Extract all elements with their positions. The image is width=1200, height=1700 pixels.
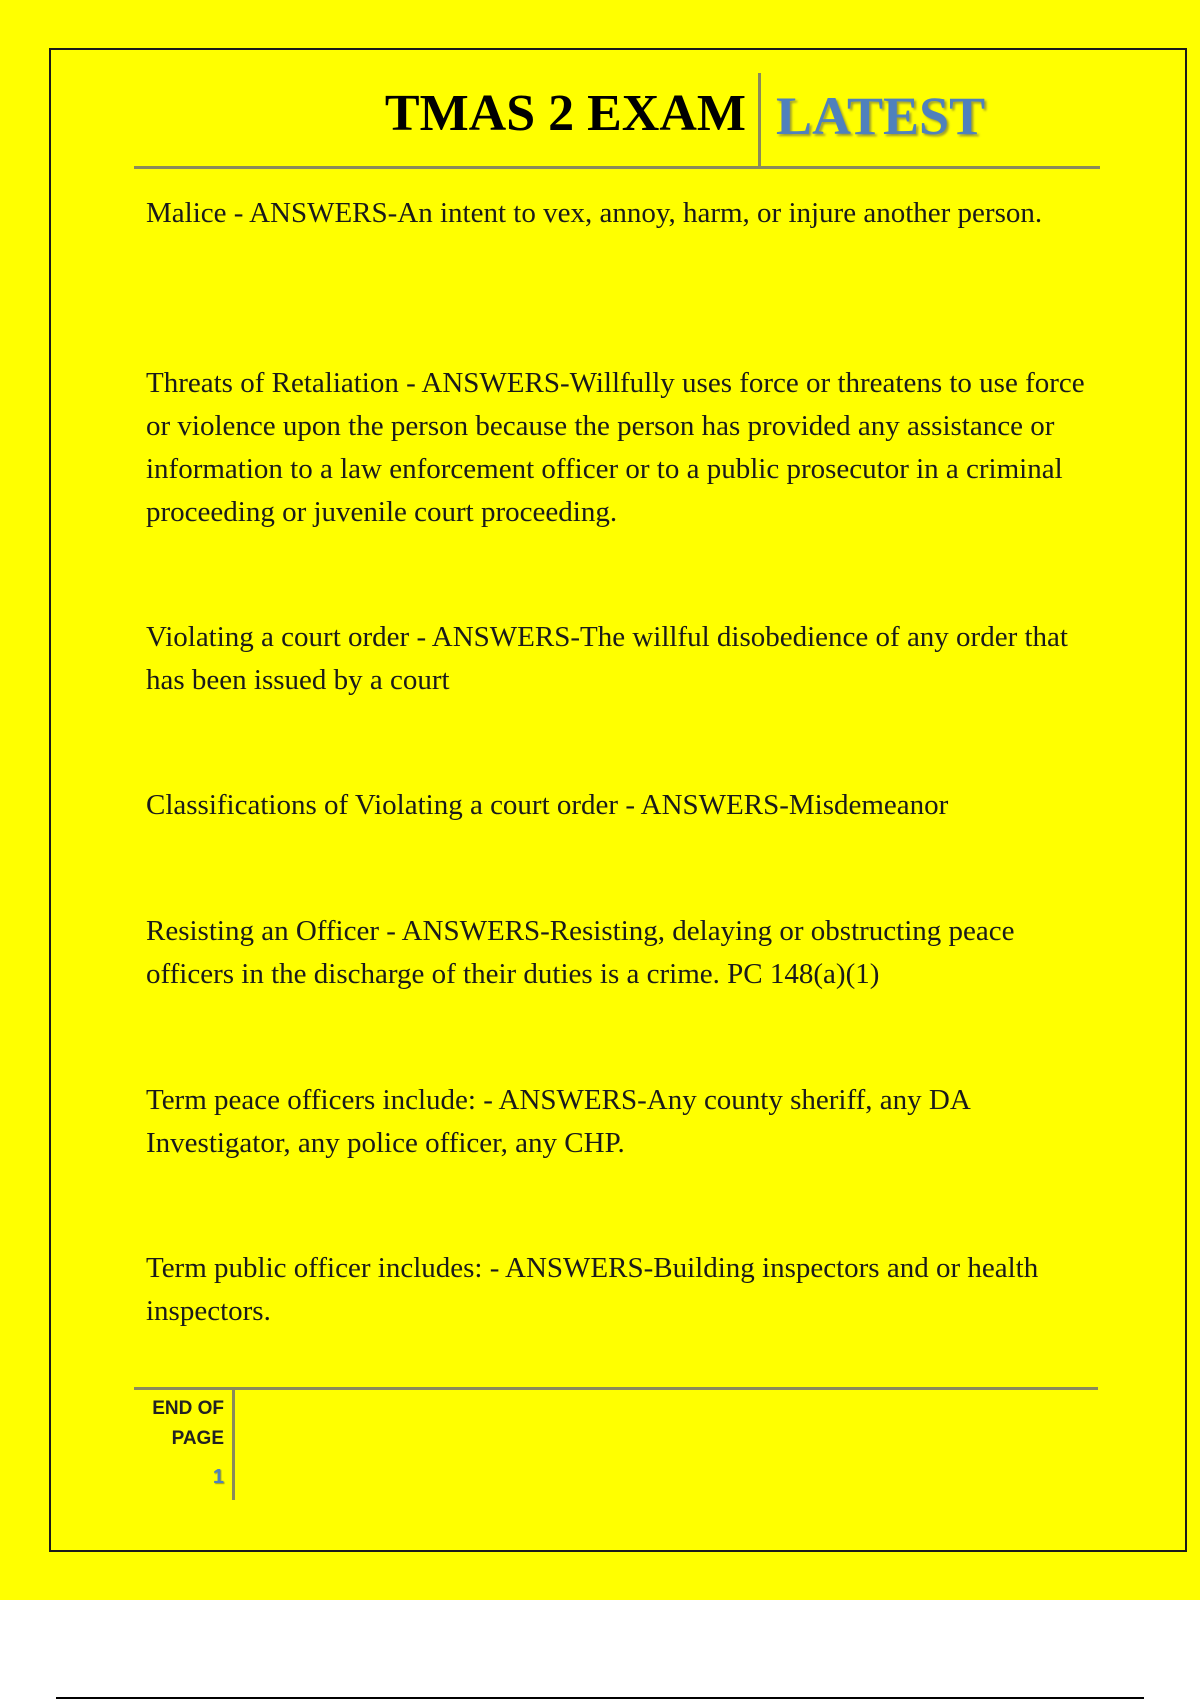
footer-divider (232, 1390, 235, 1500)
qa-entry-violating-court-order: Violating a court order - ANSWERS-The willful disobedience of any order that has been issued by a court (146, 621, 1068, 696)
footer-rule (134, 1387, 1098, 1390)
page-title-accent: LATEST (776, 86, 986, 146)
qa-entry-public-officer: Term public officer includes: - ANSWERS-Building inspectors and or health inspectors. (146, 1252, 1039, 1327)
header-divider (758, 73, 761, 167)
footer-end-of-page-label: END OF PAGE (152, 1398, 224, 1449)
qa-entry-peace-officers: Term peace officers include: - ANSWERS-Any county sheriff, any DA Investigator, any police officer, any CHP. (146, 1084, 970, 1159)
bottom-rule (56, 1697, 1144, 1699)
qa-entry-malice: Malice - ANSWERS-An intent to vex, annoy, harm, or injure another person. (146, 197, 1043, 229)
qa-entry-classifications: Classifications of Violating a court order - ANSWERS-Misdemeanor (146, 789, 949, 821)
qa-entry-resisting-officer: Resisting an Officer - ANSWERS-Resisting, delaying or obstructing peace officers in the discharge of their duties is a crime. PC 148(a)(1) (146, 915, 1015, 990)
footer-page-number: 1 (212, 1466, 224, 1488)
header-rule (134, 166, 1100, 169)
qa-entry-threats-of-retaliation: Threats of Retaliation - ANSWERS-Willfully uses force or threatens to use force or violence upon the person because the person has provided any assistance or information to a law enforcement officer or to a public prosecutor in a criminal proceeding or juvenile court proceeding. (146, 367, 1085, 528)
page-title: TMAS 2 EXAM (384, 85, 746, 142)
